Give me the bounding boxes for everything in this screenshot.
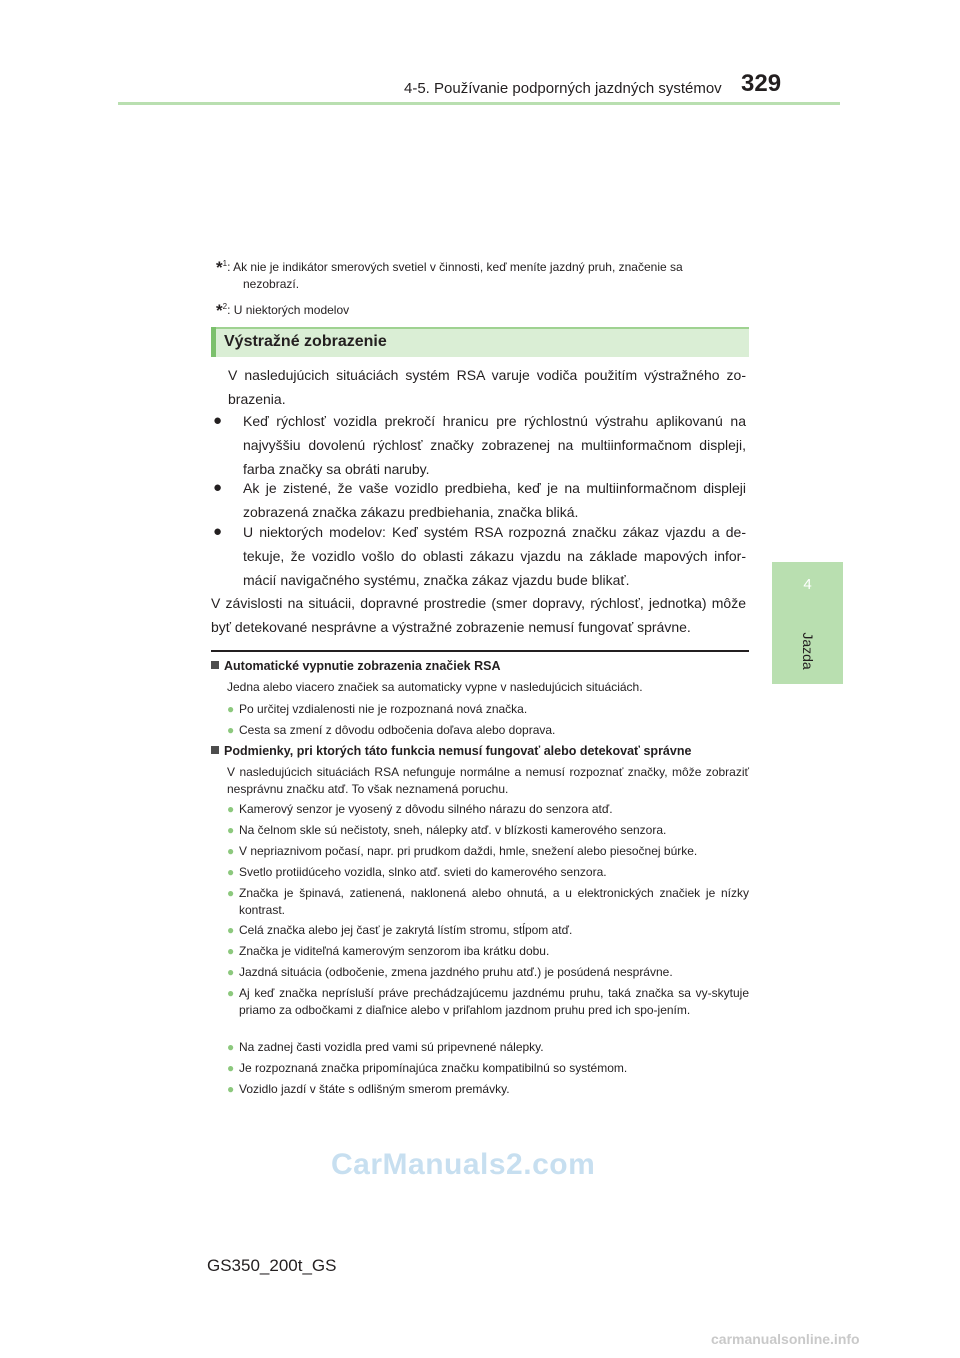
bullet-icon: ● — [227, 723, 235, 737]
bullet-icon: ● — [227, 944, 235, 958]
footnote-sup: 1 — [222, 259, 228, 268]
chapter-tab-number: 4 — [803, 576, 812, 593]
bullet-icon: ● — [213, 523, 223, 540]
list-item-text: Cesta sa zmení z dôvodu odbočenia doľava alebo doprava. — [239, 723, 556, 737]
bullet-icon: ● — [227, 1082, 235, 1096]
chapter-tab-label-text: Jazda — [800, 632, 816, 670]
closing-paragraph: V závislosti na situácii, dopravné prostredie (smer dopravy, rýchlosť, jednotka) môže byť detekované nesprávne a výstražné zobrazenie nemusí fungovať správne. — [211, 595, 746, 635]
conditions-heading-text: Podmienky, pri ktorých táto funkcia nemusí fungovať alebo detekovať správne — [224, 744, 692, 758]
footnote-mark: * — [216, 301, 223, 320]
square-bullet-icon — [211, 746, 219, 754]
list-item-text: Aj keď značka neprísluší práve prechádzajúcemu jazdnému pruhu, taká značka sa vy-skytuje priamo za odbočkami z diaľnice alebo v priľahlom jazdnom pruhu pred ich spo-jením. — [239, 986, 749, 1017]
list-item-text: Vozidlo jazdí v štáte s odlišným smerom premávky. — [239, 1082, 510, 1096]
list-item-text: Ak je zistené, že vaše vozidlo predbieha, keď je na multiinformačnom displeji zobrazená značka zákazu predbiehania, značka bliká. — [243, 480, 746, 520]
list-item-text: Svetlo protiidúceho vozidla, slnko atď. svieti do kamerového senzora. — [239, 865, 607, 879]
footnote-sup: 2 — [222, 302, 228, 311]
chapter-tab-label — [796, 626, 820, 676]
list-item-text: Je rozpoznaná značka pripomínajúca značku kompatibilnú so systémom. — [239, 1061, 628, 1075]
header-section-title: 4-5. Používanie podporných jazdných systémov — [404, 80, 722, 97]
bullet-icon: ● — [227, 865, 235, 879]
list-item-text: V nepriaznivom počasí, napr. pri prudkom daždi, hmle, snežení alebo piesočnej búrke. — [239, 844, 698, 858]
header-rule — [118, 102, 840, 105]
auto-off-heading-text: Automatické vypnutie zobrazenia značiek RSA — [224, 659, 501, 673]
bullet-icon: ● — [227, 986, 235, 1000]
list-item — [213, 520, 746, 592]
watermark-primary: CarManuals2.com — [331, 1148, 596, 1181]
square-bullet-icon — [211, 661, 219, 669]
list-item — [213, 409, 746, 481]
list-item — [213, 476, 746, 524]
list-item-text: U niektorých modelov: Keď systém RSA rozpozná značku zákaz vjazdu a de-tekuje, že vozidlo vošlo do oblasti zákazu vjazdu na základe mapových infor-mácií navigačného systému, značka zákaz vjazdu bude blikať. — [243, 524, 746, 588]
section-divider — [211, 650, 749, 652]
bullet-icon: ● — [227, 844, 235, 858]
bullet-icon: ● — [227, 702, 235, 716]
bullet-icon: ● — [227, 1040, 235, 1054]
bullet-icon: ● — [227, 886, 235, 900]
conditions-heading — [211, 743, 691, 760]
section-heading-accent — [211, 327, 216, 357]
bullet-icon: ● — [227, 802, 235, 816]
bullet-icon: ● — [227, 823, 235, 837]
bullet-icon: ● — [227, 1061, 235, 1075]
footnote-2 — [216, 297, 349, 320]
bullet-icon: ● — [213, 412, 223, 429]
list-item-text: Jazdná situácia (odbočenie, zmena jazdného pruhu atď.) je posúdená nesprávne. — [239, 965, 673, 979]
list-item-text: Kamerový senzor je vyosený z dôvodu silného nárazu do senzora atď. — [239, 802, 613, 816]
section-title: Výstražné zobrazenie — [224, 333, 387, 350]
auto-off-heading — [211, 658, 500, 675]
list-item-text: Značka je viditeľná kamerovým senzorom iba krátku dobu. — [239, 944, 550, 958]
list-item-text: Na čelnom skle sú nečistoty, sneh, nálepky atď. v blízkosti kamerového senzora. — [239, 823, 667, 837]
bullet-icon: ● — [227, 965, 235, 979]
watermark-secondary: carmanualsonline.info — [711, 1331, 860, 1347]
list-item-text: Po určitej vzdialenosti nie je rozpoznaná nová značka. — [239, 702, 528, 716]
conditions-text: V nasledujúcich situáciách RSA nefunguje normálne a nemusí rozpoznať značky, môže zobraziť nesprávnu značku atď. To však neznamená poruchu. — [227, 765, 749, 796]
bullet-icon: ● — [213, 479, 223, 496]
auto-off-text: Jedna alebo viacero značiek sa automaticky vypne v nasledujúcich situáciách. — [227, 680, 643, 694]
footnote-text: : Ak nie je indikátor smerových svetiel v činnosti, keď meníte jazdný pruh, značenie sa — [227, 260, 683, 274]
list-item-text: Keď rýchlosť vozidla prekročí hranicu pre rýchlostnú výstrahu aplikovanú na najvyššiu dovolenú rýchlosť značky zobrazenej na multiinformačnom displeji, farba značky sa obráti naruby. — [243, 413, 746, 477]
intro-paragraph: V nasledujúcich situáciách systém RSA varuje vodiča použitím výstražného zo-brazenia. — [228, 367, 746, 407]
footnote-text: : U niektorých modelov — [227, 303, 350, 317]
footnote-1-cont: nezobrazí. — [243, 277, 300, 291]
list-item-text: Značka je špinavá, zatienená, naklonená alebo ohnutá, a u elektronických značiek je nízky kontrast. — [239, 886, 749, 917]
footnote-mark: * — [216, 258, 223, 277]
bullet-icon: ● — [227, 923, 235, 937]
footer-model-code: GS350_200t_GS — [207, 1256, 337, 1275]
page-number: 329 — [741, 70, 782, 97]
list-item-text: Na zadnej časti vozidla pred vami sú pripevnené nálepky. — [239, 1040, 544, 1054]
list-item-text: Celá značka alebo jej časť je zakrytá lístím stromu, stĺpom atď. — [239, 923, 573, 937]
